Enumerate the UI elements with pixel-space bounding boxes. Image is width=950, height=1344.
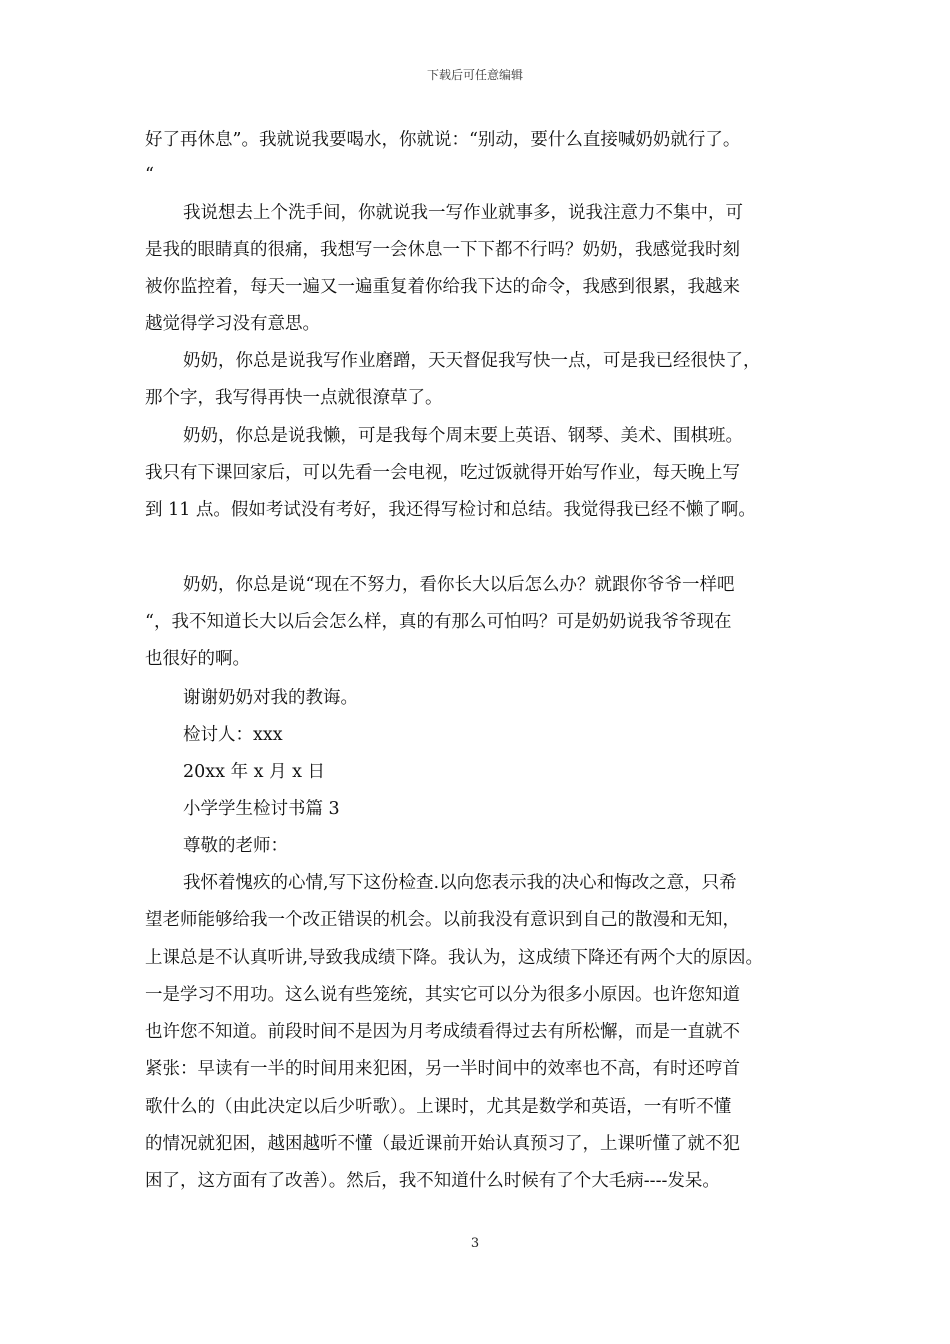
text-line: 我怀着愧疚的心情,写下这份检查.以向您表示我的决心和悔改之意，只希	[183, 873, 737, 893]
text-line: 谢谢奶奶对我的教诲。	[183, 688, 358, 708]
text-line: 我只有下课回家后，可以先看一会电视，吃过饭就得开始写作业，每天晚上写	[145, 463, 740, 483]
page-header: 下载后可任意编辑	[426, 68, 523, 82]
text-line: 好了再休息”。我就说我要喝水，你就说：“别动，要什么直接喊奶奶就行了。	[145, 130, 741, 150]
text-line: 困了，这方面有了改善）。然后，我不知道什么时候有了个大毛病----发呆。	[145, 1171, 720, 1191]
text-line: 歌什么的（由此决定以后少听歌）。上课时，尤其是数学和英语，一有听不懂	[145, 1097, 732, 1117]
text-line: 一是学习不用功。这么说有些笼统，其实它可以分为很多小原因。也许您知道	[145, 985, 740, 1005]
text-line: 望老师能够给我一个改正错误的机会。以前我没有意识到自己的散漫和无知，	[145, 910, 740, 930]
text-line: 奶奶，你总是说“现在不努力，看你长大以后怎么办？就跟你爷爷一样吧	[183, 575, 735, 595]
text-line: 越觉得学习没有意思。	[145, 314, 320, 334]
text-line: 20xx 年 x 月 x 日	[183, 762, 326, 782]
text-line: 的情况就犯困，越困越听不懂（最近课前开始认真预习了，上课听懂了就不犯	[145, 1134, 740, 1154]
text-line: 奶奶，你总是说我写作业磨蹭，天天督促我写快一点，可是我已经很快了，	[183, 351, 761, 371]
text-line: 是我的眼睛真的很痛，我想写一会休息一下下都不行吗？奶奶，我感觉我时刻	[145, 240, 740, 260]
text-line: 也很好的啊。	[145, 649, 250, 669]
text-line: 被你监控着，每天一遍又一遍重复着你给我下达的命令，我感到很累，我越来	[145, 277, 740, 297]
text-line: 紧张：早读有一半的时间用来犯困，另一半时间中的效率也不高，有时还哼首	[145, 1059, 740, 1079]
text-line: “，我不知道长大以后会怎么样，真的有那么可怕吗？可是奶奶说我爷爷现在	[145, 612, 732, 632]
text-line: “	[145, 165, 154, 185]
text-line: 检讨人：xxx	[183, 725, 283, 745]
text-line: 也许您不知道。前段时间不是因为月考成绩看得过去有所松懈，而是一直就不	[145, 1022, 740, 1042]
text-line: 小学学生检讨书篇 3	[183, 799, 340, 819]
text-line: 我说想去上个洗手间，你就说我一写作业就事多，说我注意力不集中，可	[183, 203, 743, 223]
text-line: 那个字，我写得再快一点就很潦草了。	[145, 388, 443, 408]
text-line: 到 11 点。假如考试没有考好，我还得写检讨和总结。我觉得我已经不懒了啊。	[145, 500, 756, 520]
text-line: 奶奶，你总是说我懒，可是我每个周末要上英语、钢琴、美术、围棋班。	[183, 426, 743, 446]
page-number: 3	[470, 1236, 480, 1251]
text-line: 上课总是不认真听讲,导致我成绩下降。我认为，这成绩下降还有两个大的原因。	[145, 948, 764, 968]
text-line: 尊敬的老师：	[183, 836, 288, 856]
